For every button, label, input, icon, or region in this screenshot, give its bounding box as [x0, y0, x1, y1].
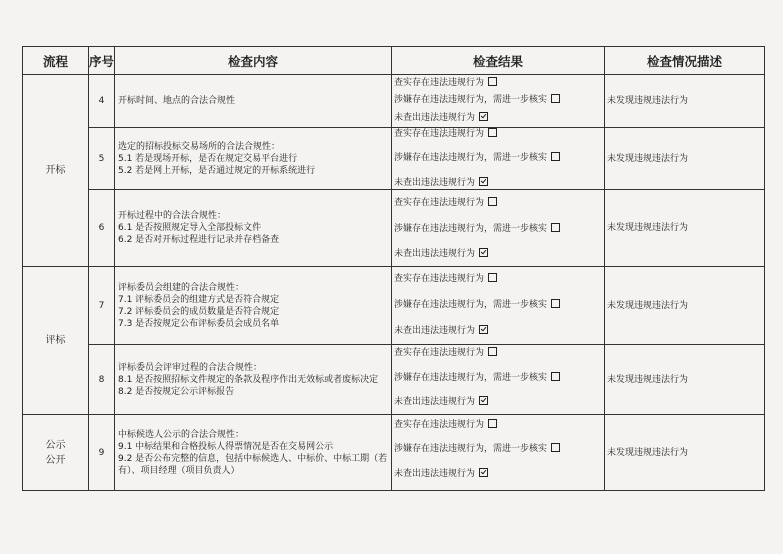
inspection-table	[22, 46, 765, 491]
content-item: 7.3 是否按规定公布评标委员会成员名单	[118, 318, 280, 329]
content-item: 7.1 评标委员会的组建方式是否符合规定	[118, 294, 280, 305]
result-option[interactable]	[392, 273, 497, 285]
checkbox-icon[interactable]	[551, 223, 560, 232]
check-content	[115, 190, 392, 267]
result-option[interactable]	[392, 152, 560, 164]
result-option-label: 查实存在违法违规行为	[394, 274, 485, 284]
header-num: 序号	[89, 47, 115, 75]
checked-checkbox-icon[interactable]	[479, 177, 488, 186]
checkbox-icon[interactable]	[551, 299, 560, 308]
result-option[interactable]	[392, 197, 497, 209]
stage-label: 评标	[45, 335, 66, 346]
table-row	[23, 267, 765, 345]
row-number: 4	[89, 75, 115, 128]
result-option-label: 查实存在违法违规行为	[394, 420, 485, 430]
table-row	[23, 415, 765, 491]
result-option[interactable]	[392, 443, 560, 455]
check-description: 未发现违规违法行为	[605, 267, 765, 345]
check-result	[392, 190, 605, 267]
checkbox-icon[interactable]	[488, 347, 497, 356]
stage-label: 开标	[45, 165, 66, 176]
header-content: 检查内容	[115, 47, 392, 75]
row-number: 8	[89, 345, 115, 415]
result-option[interactable]	[392, 396, 488, 408]
result-option-label: 涉嫌存在违法违规行为，需进一步核实	[394, 95, 548, 105]
result-option[interactable]	[392, 128, 497, 140]
row-number: 6	[89, 190, 115, 267]
row-number: 9	[89, 415, 115, 491]
checkbox-icon[interactable]	[488, 77, 497, 86]
checkbox-icon[interactable]	[551, 152, 560, 161]
stage-label: 公开	[45, 454, 66, 466]
checked-checkbox-icon[interactable]	[479, 112, 488, 121]
check-content	[115, 128, 392, 190]
check-content	[115, 75, 392, 128]
result-option-label: 涉嫌存在违法违规行为，需进一步核实	[394, 224, 548, 234]
check-content	[115, 345, 392, 415]
content-item: 5.2 若是网上开标，是否通过规定的开标系统进行	[118, 165, 316, 176]
content-item: 7.2 评标委员会的成员数量是否符合规定	[118, 306, 280, 317]
content-heading: 评标委员会评审过程的合法合规性：	[118, 362, 263, 373]
checkbox-icon[interactable]	[488, 128, 497, 137]
result-option-label: 涉嫌存在违法违规行为，需进一步核实	[394, 373, 548, 383]
result-option[interactable]	[392, 347, 497, 359]
stage-label: 公示	[45, 439, 66, 451]
check-content	[115, 415, 392, 491]
content-item: 9.1 中标结果和合格投标人得票情况是否在交易网公示	[118, 441, 334, 452]
check-result	[392, 128, 605, 190]
check-description: 未发现违规违法行为	[605, 415, 765, 491]
checkbox-icon[interactable]	[551, 443, 560, 452]
checkbox-icon[interactable]	[488, 419, 497, 428]
result-option[interactable]	[392, 112, 488, 124]
checkbox-icon[interactable]	[488, 197, 497, 206]
result-option[interactable]	[392, 77, 497, 89]
result-option[interactable]	[392, 177, 488, 189]
header-row	[23, 47, 765, 75]
result-option-label: 未查出违法违规行为	[394, 326, 476, 336]
checked-checkbox-icon[interactable]	[479, 468, 488, 477]
content-item: 9.2 是否公布完整的信息，包括中标候选人、中标价、中标工期（若有）、项目经理（项目负责人）	[118, 453, 388, 476]
row-number: 7	[89, 267, 115, 345]
result-option[interactable]	[392, 325, 488, 337]
result-option-label: 涉嫌存在违法违规行为，需进一步核实	[394, 153, 548, 163]
check-description: 未发现违规违法行为	[605, 75, 765, 128]
result-option[interactable]	[392, 419, 497, 431]
check-content	[115, 267, 392, 345]
table-row	[23, 75, 765, 128]
header-desc: 检查情况描述	[605, 47, 765, 75]
content-item: 6.2 是否对开标过程进行记录并存档备查	[118, 235, 280, 245]
content-item: 5.1 若是现场开标，是否在规定交易平台进行	[118, 153, 298, 164]
check-description: 未发现违规违法行为	[605, 345, 765, 415]
table-row	[23, 128, 765, 190]
check-description: 未发现违规违法行为	[605, 190, 765, 267]
checked-checkbox-icon[interactable]	[479, 396, 488, 405]
stage-cell	[23, 267, 89, 415]
content-heading: 开标过程中的合法合规性：	[118, 211, 227, 221]
stage-cell	[23, 75, 89, 267]
checkbox-icon[interactable]	[551, 372, 560, 381]
result-option[interactable]	[392, 94, 560, 106]
checkbox-icon[interactable]	[551, 94, 560, 103]
result-option[interactable]	[392, 372, 560, 384]
checkbox-icon[interactable]	[488, 273, 497, 282]
table-row	[23, 190, 765, 267]
checked-checkbox-icon[interactable]	[479, 325, 488, 334]
result-option[interactable]	[392, 248, 488, 260]
content-item: 6.1 是否按照规定导入全部投标文件	[118, 223, 262, 233]
result-option-label: 未查出违法违规行为	[394, 397, 476, 407]
header-result: 检查结果	[392, 47, 605, 75]
header-stage: 流程	[23, 47, 89, 75]
content-heading: 选定的招标投标交易场所的合法合规性：	[118, 141, 281, 152]
result-option-label: 涉嫌存在违法违规行为，需进一步核实	[394, 300, 548, 310]
checked-checkbox-icon[interactable]	[479, 248, 488, 257]
check-result	[392, 345, 605, 415]
result-option-label: 未查出违法违规行为	[394, 178, 476, 188]
result-option-label: 未查出违法违规行为	[394, 469, 476, 479]
check-result	[392, 415, 605, 491]
content-item: 8.1 是否按照招标文件规定的条款及程序作出无效标或者废标决定	[118, 374, 379, 385]
result-option-label: 未查出违法违规行为	[394, 113, 476, 123]
check-result	[392, 267, 605, 345]
result-option[interactable]	[392, 468, 488, 480]
result-option-label: 查实存在违法违规行为	[394, 129, 485, 139]
result-option-label: 涉嫌存在违法违规行为，需进一步核实	[394, 444, 548, 454]
row-number: 5	[89, 128, 115, 190]
content-heading: 评标委员会组建的合法合规性：	[118, 282, 245, 293]
check-description: 未发现违规违法行为	[605, 128, 765, 190]
content-item: 8.2 是否按规定公示评标报告	[118, 386, 235, 397]
result-option-label: 查实存在违法违规行为	[394, 78, 485, 88]
content-heading: 开标时间、地点的合法合规性	[118, 96, 236, 106]
result-option[interactable]	[392, 223, 560, 235]
stage-cell	[23, 415, 89, 491]
result-option-label: 未查出违法违规行为	[394, 249, 476, 259]
table-row	[23, 345, 765, 415]
content-heading: 中标候选人公示的合法合规性：	[118, 429, 245, 440]
result-option[interactable]	[392, 299, 560, 311]
result-option-label: 查实存在违法违规行为	[394, 198, 485, 208]
result-option-label: 查实存在违法违规行为	[394, 348, 485, 358]
check-result	[392, 75, 605, 128]
